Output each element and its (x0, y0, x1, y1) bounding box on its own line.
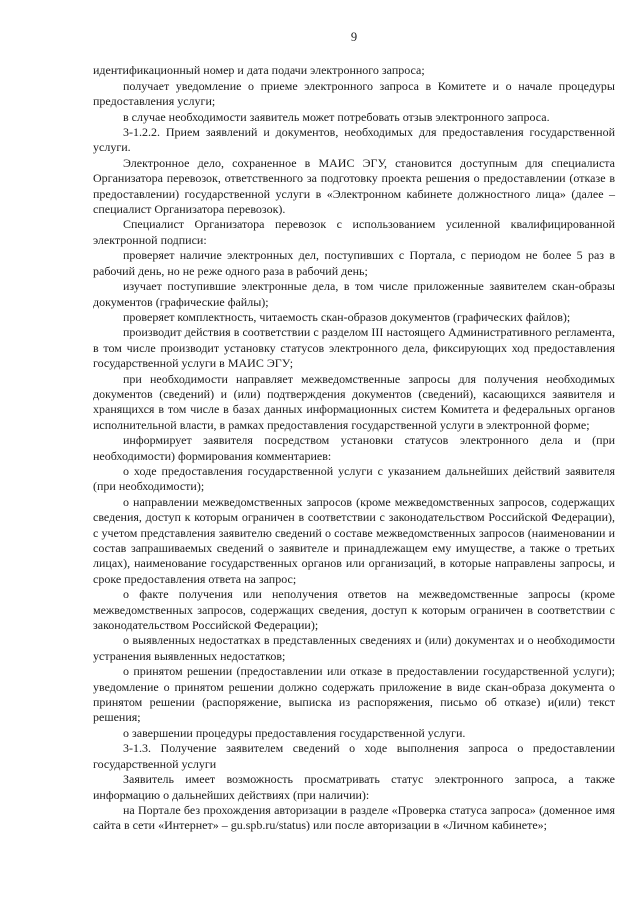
paragraph: идентификационный номер и дата подачи электронного запроса; (93, 63, 425, 78)
document-page (93, 30, 615, 890)
paragraph: в случае необходимости заявитель может потребовать отзыв электронного запроса. (123, 109, 550, 124)
paragraph: получает уведомление о приеме электронного запроса в Комитете и о начале процедуры предоставления услуги; (93, 78, 615, 109)
paragraph: при необходимости направляет межведомственные запросы для получения необходимых документов (сведений) и (или) подтверждения документов (сведений), касающихся заявителя и хранящихся в том числе в базах данных информационных систем Комитета и федеральных органов исполнительной власти, в рамках предоставления государственной услуги в электронной форме; (93, 371, 615, 432)
paragraph: Заявитель имеет возможность просматривать статус электронного запроса, а также информацию о дальнейших действиях (при наличии): (93, 772, 615, 802)
paragraph: проверяет наличие электронных дел, поступивших с Портала, с периодом не более 5 раз в рабочий день, но не реже одного раза в рабочий день; (93, 248, 615, 278)
paragraph: о направлении межведомственных запросов (кроме межведомственных запросов, содержащих сведения, доступ к которым ограничен в соответствии с законодательством Российской Федерации), с учетом представления заявителю сведений о составе межведомственных запросов (наименовании и состав запрашиваемых сведений о заявителе и принадлежащем ему имуществе, а также о третьих лицах), наименование государственных органов или организаций, в которые направлены запросы, и сроке предоставления ответа на запрос; (93, 494, 615, 586)
paragraph: Специалист Организатора перевозок с использованием усиленной квалифицированной электронной подписи: (93, 217, 615, 247)
paragraph: о ходе предоставления государственной услуги с указанием дальнейших действий заявителя (при необходимости); (93, 463, 615, 494)
paragraph: информирует заявителя посредством установки статусов электронного дела и (при необходимости) формирования комментариев: (93, 433, 615, 463)
paragraph: изучает поступившие электронные дела, в том числе приложенные заявителем скан-образы документов (графические файлы); (93, 279, 615, 309)
paragraph: Электронное дело, сохраненное в МАИС ЭГУ, становится доступным для специалиста Организатора перевозок, ответственного за подготовку проекта решения о предоставлении (отказе в предоставлении) государственной услуги в «Электронном кабинете должностного лица» (далее – специалист Организатора перевозок). (93, 155, 615, 217)
paragraph: о факте получения или неполучения ответов на межведомственные запросы (кроме межведомственных запросов, содержащих сведения, доступ к которым ограничен в соответствии с законодательством Российской Федерации); (93, 587, 615, 633)
paragraph: на Портале без прохождения авторизации в разделе «Проверка статуса запроса» (доменное имя сайта в сети «Интернет» – gu.spb.ru/status) или после авторизации в «Личном кабинете»; (93, 802, 615, 833)
page-number: 9 (350, 30, 358, 44)
paragraph: о выявленных недостатках в представленных сведениях и (или) документах и о необходимости устранения выявленных недостатков; (93, 633, 615, 663)
paragraph: 3-1.2.2. Прием заявлений и документов, необходимых для предоставления государственной услуги. (93, 125, 615, 155)
paragraph: о принятом решении (предоставлении или отказе в предоставлении государственной услуги); уведомление о принятом решении должно содержать приложение в виде скан-образа документа о принятом решении (распоряжение, выписка из распоряжения, письмо об отказе) и(или) текст решения; (93, 664, 615, 725)
paragraph: о завершении процедуры предоставления государственной услуги. (123, 725, 466, 740)
paragraph: проверяет комплектность, читаемость скан-образов документов (графических файлов); (123, 309, 571, 324)
paragraph: 3-1.3. Получение заявителем сведений о ходе выполнения запроса о предоставлении государственной услуги (93, 741, 615, 771)
paragraph: производит действия в соответствии с разделом III настоящего Административного регламента, в том числе производит установку статусов электронного дела, фиксирующих ход предоставления государственной услуги в МАИС ЭГУ; (93, 325, 615, 371)
